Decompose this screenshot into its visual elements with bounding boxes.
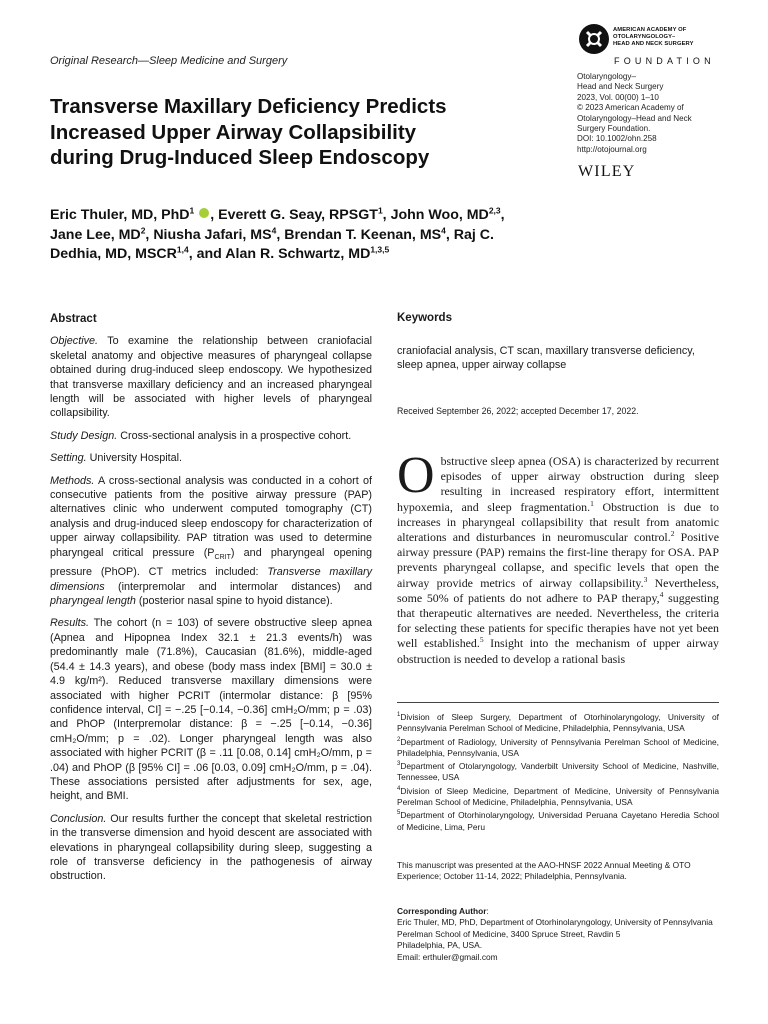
running-head: Original Research—Sleep Medicine and Surgery <box>50 55 288 67</box>
author-name: John Woo, MD <box>390 207 489 223</box>
author-name: Raj C. Dedhia, MD, MSCR <box>50 226 494 262</box>
keywords-heading: Keywords <box>397 312 452 324</box>
foundation-emblem-icon <box>577 22 611 56</box>
abstract-objective: Objective. To examine the relationship between craniofacial skeletal anatomy and objective measures of pharyngeal collapse obtained during drug-induced sleep endoscopy. We hypothesized that transverse maxillary deficiency and an increased pharyngeal length will be associated with higher levels of pharyngeal collapsibility. <box>50 335 372 420</box>
author-email-link[interactable]: Email: erthuler@gmail.com <box>397 951 498 962</box>
presentation-note: This manuscript was presented at the AAO-HNSF 2022 Annual Meeting & OTO Experience; October 11-14, 2022; Philadelphia, Pennsylvania. <box>397 860 691 882</box>
affiliation-item: $^4$Division of Sleep Medicine, Department of Medicine, University of Pennsylvania Perelman School of Medicine, Philadelphia, Pennsylvania, USA <box>397 785 719 808</box>
abstract <box>50 312 372 892</box>
abstract-heading: Abstract <box>50 313 97 325</box>
logo-org-name: AMERICAN ACADEMY OF OTOLARYNGOLOGY– HEAD AND NECK SURGERY <box>613 27 694 47</box>
affiliation-item: $^5$Department of Otorhinolaryngology, Universidad Peruana Cayetano Heredia School of Medicine, Lima, Peru <box>397 810 719 832</box>
affiliation-item: $^1$Division of Sleep Surgery, Department of Otorhinolaryngology, University of Pennsylvania Perelman School of Medicine, Philadelphia, Pennsylvania, USA <box>397 711 719 734</box>
abstract-conclusion: Conclusion. Our results further the concept that skeletal restriction in the transverse dimension and hyoid descent are associated with elevations in pharyngeal collapsibility during sleep, suggesting a role of transverse deficiency in the pathogenesis of airway obstruction. <box>50 812 372 883</box>
right-column <box>397 312 719 962</box>
author-name: Brendan T. Keenan, MS <box>284 226 442 243</box>
abstract-results: Results. The cohort (n = 103) of severe obstructive sleep apnea (Apnea and Hipopnea Index 32.1 ± 21.3 events/h) was predominantly male (71.8%), Caucasian (81.6%), middle-aged (54.4 ± 14.3 years), and obese (body mass index [BMI] = 30.0 ± 4.9 kg/m²). Reduced transverse maxillary dimensions were associated with higher PCRIT (intermolar distance: β [95% confidence interval, CI] = −.25 [−0.14, −0.36] cmH₂O/mm; p = .03) and PhOP (Interpremolar distance: β = −.25 [−0.14, −0.36] cmH₂O/mm; p = .02). Longer pharyngeal length was also associated with higher PCRIT (β = .11 [0.08, 0.14] cmH₂O/mm, p = .04) and PhOP (β [95% CI] = .06 [0.03, 0.09] cmH₂O/mm, p = .04). These associations persisted after adjustments for sex, age, height, and BMI. <box>50 617 372 803</box>
author-name: Eric Thuler, MD, PhD <box>50 207 190 223</box>
intro-paragraph: Obstructive sleep apnea (OSA) is characterized by recurrent episodes of upper airway obstruction during sleep resulting in increased respiratory effort, intermittent hypoxemia, and sleep fragmentation.$^1$ Obstruction is due to increases in pharyngeal collapsibility that result from anatomic alterations and disturbances in neuromuscular control.$^2$ Positive airway pressure (PAP) remains the first-line therapy for OSA. PAP prevents pharyngeal collapse, and specific levels that open the airway provide metrics of airway collapsibility.$^3$ Nevertheless, some 50% of patients do not adhere to PAP therapy,$^4$ suggesting that therapeutic alternatives are needed. Nevertheless, the criteria for selecting these patients for specific therapies have not yet been well established.$^5$ Insight into the mechanism of upper airway obstruction is needed to develop a rational basis <box>397 447 719 666</box>
received-dates: Received September 26, 2022; accepted December 17, 2022. <box>397 406 639 416</box>
author-name: Niusha Jafari, MS <box>153 226 272 243</box>
drop-cap: O <box>397 447 435 504</box>
logo-foundation: FOUNDATION <box>614 56 715 66</box>
affiliations <box>397 710 719 833</box>
abstract-setting: Setting. University Hospital. <box>50 452 183 465</box>
article-title: Transverse Maxillary Deficiency Predicts Increased Upper Airway Collapsibility during Drug-Induced Sleep Endoscopy <box>50 95 447 169</box>
footnote-divider <box>397 702 719 703</box>
affiliation-item: $^2$Department of Radiology, University of Pennsylvania Perelman School of Medicine, Philadelphia, Pennsylvania, USA <box>397 736 719 758</box>
author-list: Eric Thuler, MD, PhD$^1$ , Everett G. Seay, RPSGT$^1$, John Woo, MD$^{2,3}$, Jane Lee, $MD^2$, Niusha Jafari, $MS^4$, Brendan T. Keenan, $MS^4$, Raj C. Dedhia, MD, MSCR$^{1,4}$, and Alan R. Schwartz, MD$^{1,3,5}$ <box>50 205 505 262</box>
corresponding-author: Corresponding Author: Eric Thuler, MD, PhD, Department of Otorhinolaryngology, University of Pennsylvania Perelman School of Medicine, 3400 Spruce Street, Ravdin 5 Philadelphia, PA, USA. Email: erthuler@gmail.com <box>397 906 719 963</box>
journal-url[interactable]: http://otojournal.org <box>577 144 647 154</box>
author-name: Jane Lee, MD <box>50 226 141 243</box>
journal-info: Otolaryngology– Head and Neck Surgery 2023, Vol. 00(00) 1–10 © 2023 American Academy of Otolaryngology–Head and Neck Surgery Foundation. DOI: 10.1002/ohn.258 http://otojournal.org <box>577 72 727 155</box>
keywords-list: craniofacial analysis, CT scan, maxillary transverse deficiency, sleep apnea, upper airway collapse <box>397 345 695 372</box>
affiliation-item: $^3$Department of Otolaryngology, Vanderbilt University School of Medicine, Nashville, Tennessee, USA <box>397 761 719 783</box>
abstract-design: Study Design. Cross-sectional analysis in a prospective cohort. <box>50 429 352 442</box>
publisher-logo: WILEY <box>578 163 636 180</box>
author-name: Alan R. Schwartz, MD <box>225 246 371 262</box>
author-name: Everett G. Seay, RPSGT <box>218 207 378 223</box>
abstract-methods: Methods. A cross-sectional analysis was conducted in a cohort of consecutive patients from the positive airway pressure (PAP) alternatives clinic who underwent computed tomography (CT) analysis and drug-induced sleep endoscopy for characterization of upper airway collapsibility. PAP titration was used to determine pharyngeal critical pressure $(P_{CRIT})$ and pharyngeal opening pressure (PhOP). CT metrics included: Transverse maxillary dimensions (interpremolar and intermolar distances) and pharyngeal length (posterior nasal spine to hyoid distance). <box>50 474 373 608</box>
orcid-icon[interactable] <box>199 208 209 218</box>
